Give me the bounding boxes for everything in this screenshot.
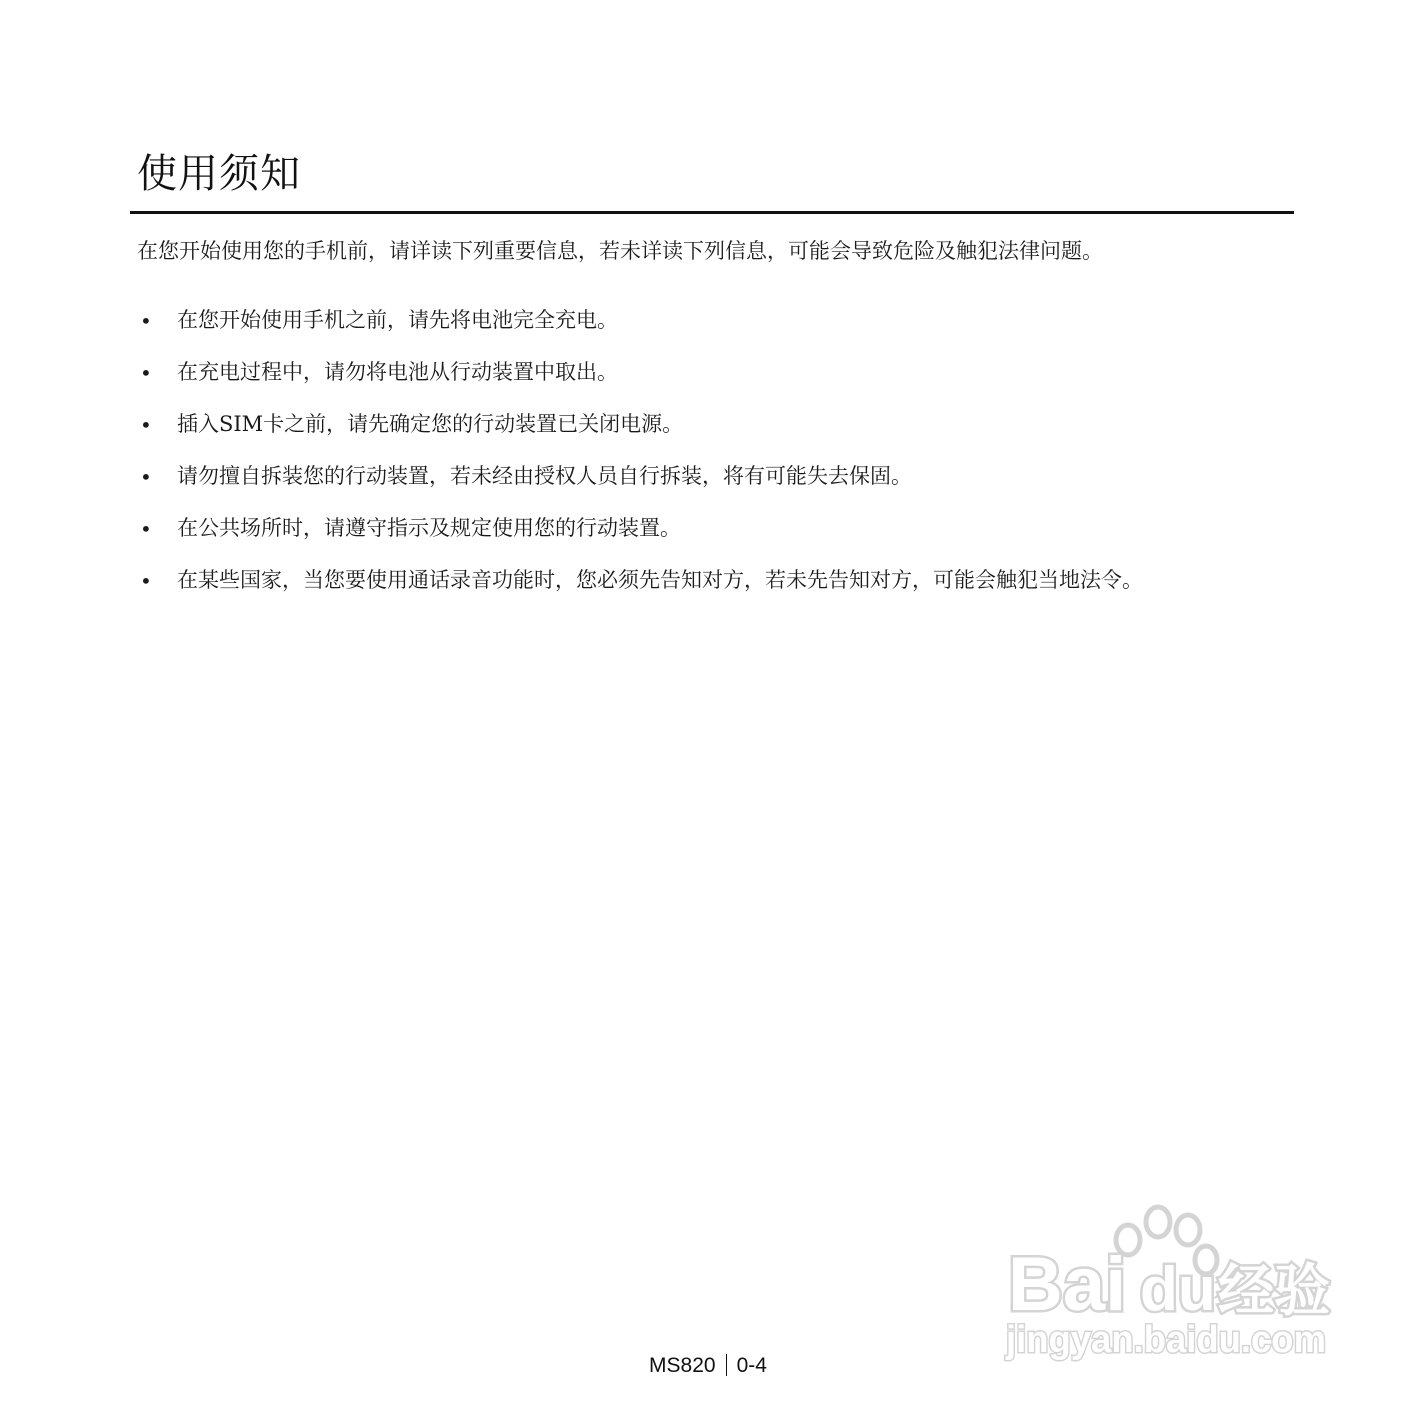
bullet-icon: • (140, 465, 152, 489)
list-item (137, 565, 1217, 595)
list-item (137, 409, 1217, 439)
usage-notes-list (137, 305, 1217, 617)
bullet-icon: • (140, 361, 152, 385)
page-title: 使用须知 (137, 151, 301, 197)
note-text: 请勿擅自拆装您的行动装置，若未经由授权人员自行拆装，将有可能失去保固。 (177, 464, 912, 488)
list-item (137, 357, 1217, 387)
footer-separator (726, 1354, 727, 1376)
footer-model: MS820 (649, 1354, 716, 1377)
intro-paragraph: 在您开始使用您的手机前，请详读下列重要信息，若未详读下列信息，可能会导致危险及触犯法律问题。 (137, 239, 1103, 263)
note-text: 在充电过程中，请勿将电池从行动装置中取出。 (177, 360, 618, 384)
list-item (137, 461, 1217, 491)
watermark-brand-jingyan: 经验 (1218, 1259, 1330, 1324)
note-text: 在您开始使用手机之前，请先将电池完全充电。 (177, 308, 618, 332)
bullet-icon: • (140, 569, 152, 593)
note-text: 在某些国家，当您要使用通话录音功能时，您必须先告知对方，若未先告知对方，可能会触犯当地法令。 (177, 568, 1143, 592)
list-item (137, 513, 1217, 543)
baidu-jingyan-watermark (1000, 1200, 1340, 1365)
note-text: 插入SIM卡之前，请先确定您的行动装置已关闭电源。 (177, 412, 684, 436)
watermark-brand-du: du (1140, 1255, 1216, 1324)
bullet-icon: • (140, 309, 152, 333)
watermark-brand: Bai (1008, 1242, 1127, 1327)
title-divider (130, 211, 1294, 214)
bullet-icon: • (140, 517, 152, 541)
footer-page-number: 0-4 (736, 1354, 767, 1377)
note-text: 在公共场所时，请遵守指示及规定使用您的行动装置。 (177, 516, 681, 540)
watermark-url: jingyan.baidu.com (1005, 1319, 1326, 1361)
list-item (137, 305, 1217, 335)
bullet-icon: • (140, 413, 152, 437)
